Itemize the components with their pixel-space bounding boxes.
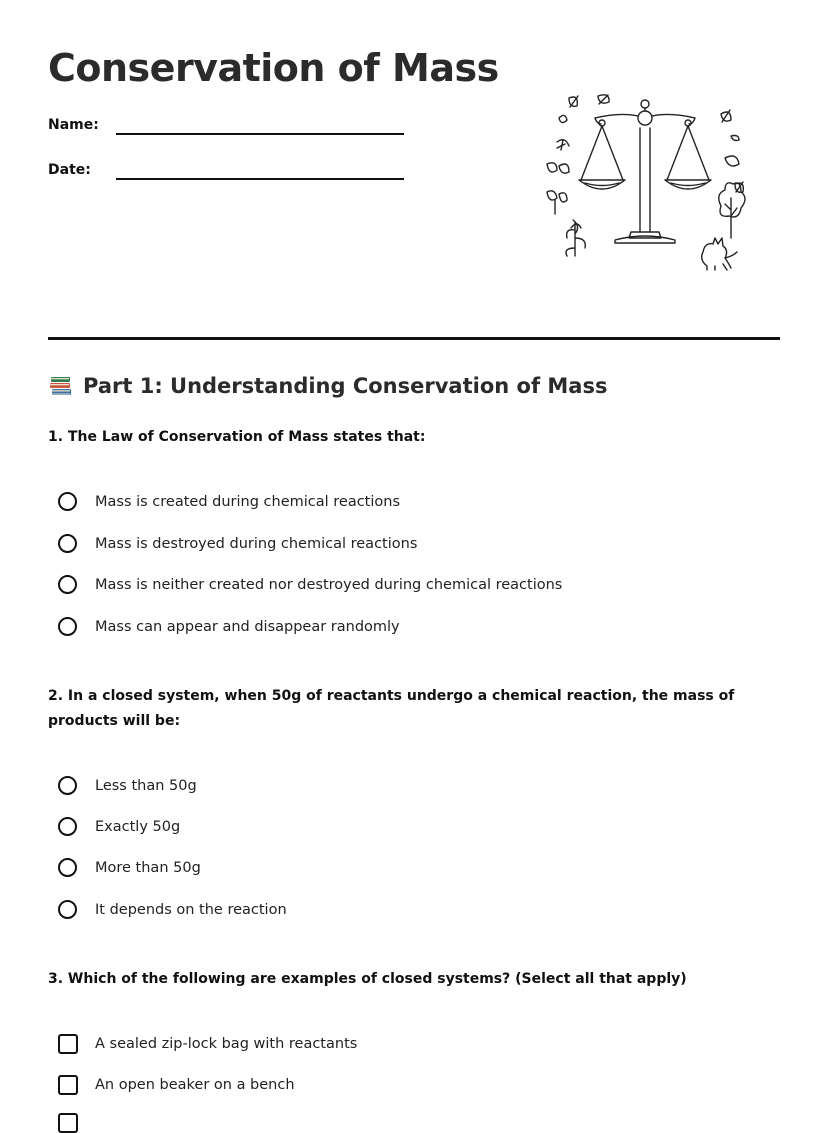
option-label: Mass is neither created nor destroyed during chemical reactions bbox=[95, 576, 563, 593]
date-line[interactable] bbox=[116, 178, 404, 180]
radio-button[interactable] bbox=[58, 492, 77, 511]
q2-option-3[interactable] bbox=[58, 858, 201, 877]
name-line[interactable] bbox=[116, 133, 404, 135]
books-icon bbox=[48, 374, 74, 398]
q1-option-4[interactable] bbox=[58, 617, 400, 636]
name-label: Name: bbox=[48, 117, 99, 133]
question-2: 2. In a closed system, when 50g of reactants undergo a chemical reaction, the mass of products will be: bbox=[48, 688, 735, 729]
radio-button[interactable] bbox=[58, 858, 77, 877]
option-label: Mass is destroyed during chemical reactions bbox=[95, 535, 418, 552]
radio-button[interactable] bbox=[58, 776, 77, 795]
option-label: Exactly 50g bbox=[95, 818, 181, 835]
q1-option-3[interactable] bbox=[58, 575, 562, 594]
q1-option-2[interactable] bbox=[58, 534, 417, 553]
q2-option-2[interactable] bbox=[58, 817, 180, 836]
radio-button[interactable] bbox=[58, 817, 77, 836]
q3-option-1[interactable] bbox=[58, 1034, 357, 1054]
option-label: An open beaker on a bench bbox=[95, 1077, 295, 1093]
q3-option-2[interactable] bbox=[58, 1075, 295, 1095]
question-3: 3. Which of the following are examples of closed systems? (Select all that apply) bbox=[48, 971, 687, 987]
radio-button[interactable] bbox=[58, 575, 77, 594]
page-title: Conservation of Mass bbox=[48, 46, 499, 90]
option-label: Mass is created during chemical reactions bbox=[95, 493, 401, 510]
q1-option-1[interactable] bbox=[58, 492, 400, 511]
balance-scale-icon bbox=[535, 88, 750, 273]
part1-heading bbox=[48, 374, 607, 398]
checkbox[interactable] bbox=[58, 1075, 78, 1095]
q2-option-1[interactable] bbox=[58, 776, 197, 795]
date-label: Date: bbox=[48, 162, 91, 178]
option-label: It depends on the reaction bbox=[95, 901, 287, 918]
q3-option-3[interactable] bbox=[58, 1113, 95, 1133]
question-1: 1. The Law of Conservation of Mass states that: bbox=[48, 429, 426, 445]
option-label: A sealed zip-lock bag with reactants bbox=[95, 1036, 358, 1052]
checkbox[interactable] bbox=[58, 1113, 78, 1133]
header-divider bbox=[48, 337, 780, 340]
date-field[interactable] bbox=[48, 162, 91, 178]
radio-button[interactable] bbox=[58, 534, 77, 553]
name-field[interactable] bbox=[48, 117, 99, 133]
option-label: Mass can appear and disappear randomly bbox=[95, 618, 400, 635]
option-label: Less than 50g bbox=[95, 777, 197, 794]
checkbox[interactable] bbox=[58, 1034, 78, 1054]
q2-option-4[interactable] bbox=[58, 900, 287, 919]
option-label: More than 50g bbox=[95, 859, 201, 876]
radio-button[interactable] bbox=[58, 900, 77, 919]
radio-button[interactable] bbox=[58, 617, 77, 636]
part1-title: Part 1: Understanding Conservation of Mass bbox=[83, 374, 608, 398]
